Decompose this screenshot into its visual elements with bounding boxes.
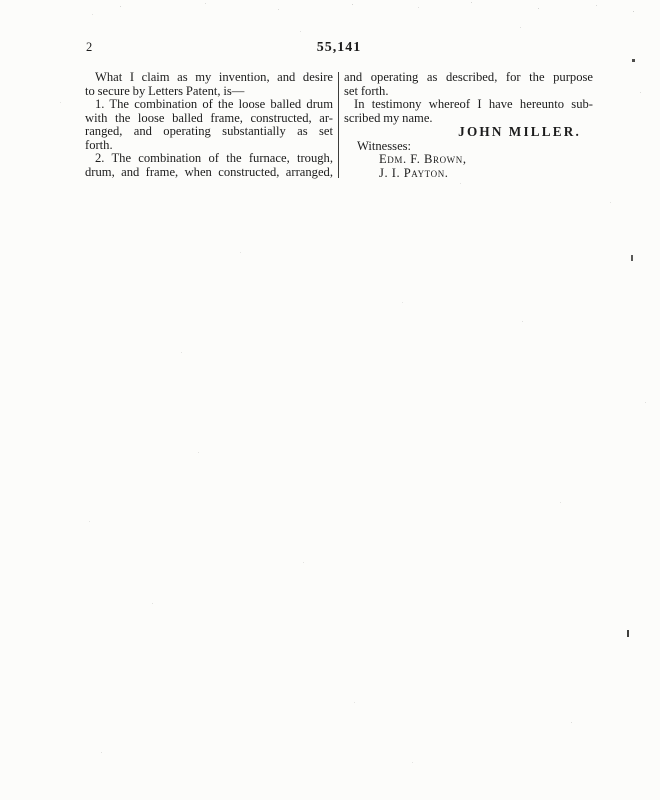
text-line: with the loose balled frame, constructed, ar-: [85, 111, 333, 125]
text-line: to secure by Letters Patent, is—: [85, 84, 245, 98]
inventor-signature: JOHN MILLER.: [458, 125, 581, 139]
text-line: 1. The combination of the loose balled drum: [95, 98, 333, 111]
scan-artifact-mark: [627, 630, 629, 637]
text-line: set forth.: [344, 84, 389, 98]
scan-artifact-mark: [632, 59, 635, 62]
text-body: [85, 71, 593, 180]
text-line: What I claim as my invention, and desire: [95, 71, 333, 84]
witness-name: Edm. F. Brown,: [379, 153, 467, 166]
page-header: [0, 40, 660, 56]
scan-artifact-mark: [631, 255, 633, 261]
text-line: forth.: [85, 138, 113, 152]
scan-noise-specks: [0, 0, 1, 1]
text-line: drum, and frame, when constructed, arranged,: [85, 165, 333, 179]
page-number: 2: [86, 40, 93, 54]
text-line: ranged, and operating substantially as set: [85, 125, 333, 138]
witnesses-label: Witnesses:: [357, 139, 412, 153]
text-line: 2. The combination of the furnace, trough,: [95, 152, 333, 165]
column-divider-rule: [338, 72, 339, 178]
left-column: [85, 71, 333, 180]
text-line: In testimony whereof I have hereunto sub-: [354, 98, 593, 111]
text-line: scribed my name.: [344, 111, 433, 125]
text-line: and operating as described, for the purpose: [344, 71, 593, 84]
witness-name: J. I. Payton.: [379, 166, 449, 180]
right-column: [344, 71, 593, 180]
patent-number: 55,141: [316, 40, 362, 55]
